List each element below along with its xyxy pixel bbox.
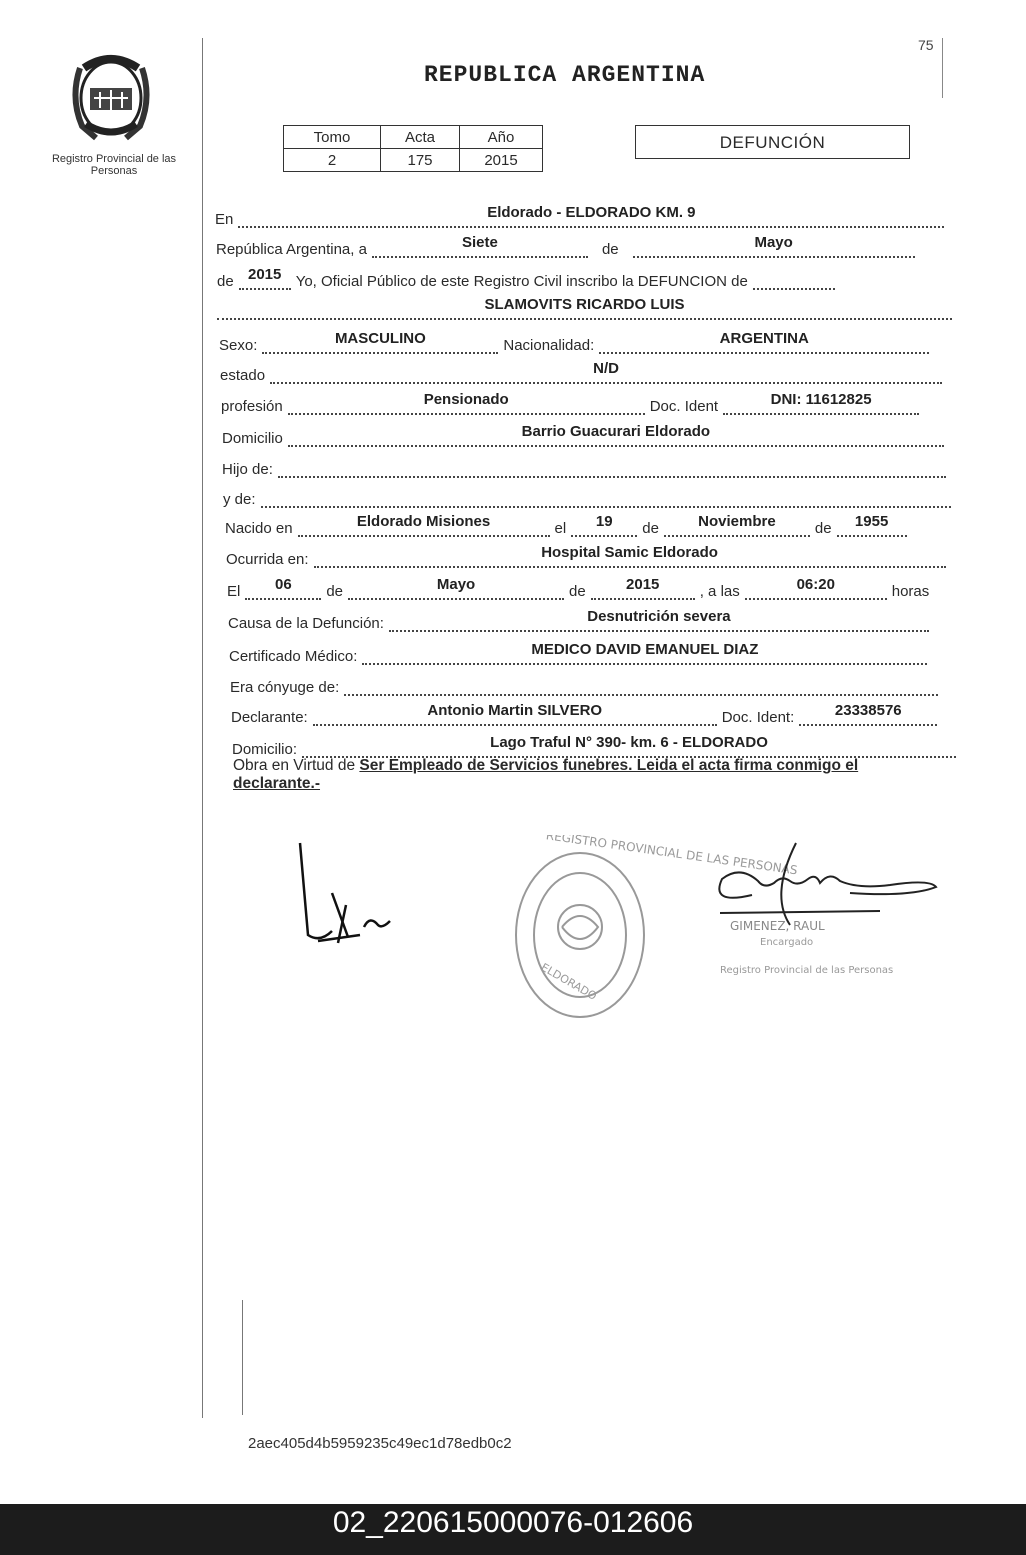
document-hash: 2aec405d4b5959235c49ec1d78edb0c2 (248, 1435, 512, 1452)
value-mes: Mayo (754, 234, 793, 251)
official-line1: Encargado (760, 937, 814, 948)
field-conyuge (344, 674, 938, 696)
label-yo: Yo, Oficial Público de este Registro Civil inscribo la DEFUNCION de (295, 273, 748, 290)
value-declarante: Antonio Martin SILVERO (427, 702, 603, 719)
barcode-id: 02_220615000076-012606 (332, 1506, 694, 1539)
value-declarante-doc: 23338576 (834, 702, 902, 719)
field-hijo-de (278, 456, 946, 478)
field-profesion (288, 393, 645, 415)
value-profesion: Pensionado (423, 391, 509, 408)
acta-table (283, 125, 543, 172)
field-nacionalidad (599, 332, 929, 354)
value-nac-mes: Noviembre (698, 513, 776, 530)
line-y-de (223, 486, 951, 508)
label-hijo-de: Hijo de: (222, 461, 273, 478)
field-nacido-en (298, 515, 550, 537)
label-causa: Causa de la Defunción: (228, 615, 384, 632)
value-estado: N/D (593, 360, 619, 377)
field-y-de (261, 486, 951, 508)
provincial-seal-icon (66, 48, 156, 144)
value-certificado: MEDICO DAVID EMANUEL DIAZ (531, 641, 759, 658)
value-declarante-domicilio: Lago Traful N° 390- km. 6 - ELDORADO (490, 734, 768, 751)
value-nacido-en: Eldorado Misiones (356, 513, 491, 530)
value-anio: 2015 (248, 266, 282, 283)
value-obra-2: declarante.- (233, 775, 321, 792)
field-mes (633, 236, 915, 258)
tomo-header: Tomo (284, 126, 381, 149)
label-de-5: de (326, 583, 344, 600)
signature-area (290, 835, 970, 1035)
value-dni: DNI: 11612825 (770, 391, 872, 408)
acta-header: Acta (381, 126, 460, 149)
line-hijo-de (222, 456, 946, 478)
field-nac-dia (571, 515, 637, 537)
label-de-2: de (217, 273, 234, 290)
field-nombre (217, 298, 952, 320)
value-def-mes: Mayo (436, 576, 476, 593)
official-name: GIMENEZ, RAUL (730, 919, 825, 933)
label-nacido-en: Nacido en (225, 520, 293, 537)
field-sexo (262, 332, 498, 354)
line-causa (228, 610, 929, 632)
label-domicilio: Domicilio (222, 430, 283, 447)
field-nac-mes (664, 515, 810, 537)
label-y-de: y de: (223, 491, 256, 508)
field-lugar (238, 206, 944, 228)
field-nac-anio (837, 515, 907, 537)
official-line2: Registro Provincial de las Personas (720, 965, 894, 976)
value-nac-anio: 1955 (854, 513, 889, 530)
label-El: El (227, 583, 241, 600)
anio-value: 2015 (460, 149, 543, 172)
left-margin-line-lower (242, 1300, 243, 1415)
right-margin-line (942, 38, 943, 98)
field-def-dia (245, 578, 321, 600)
label-horas: horas (891, 583, 930, 600)
line-nombre (217, 298, 952, 320)
field-anio (239, 268, 291, 290)
field-def-mes (348, 578, 564, 600)
page-number: 75 (918, 37, 934, 53)
line-ocurrida (226, 546, 946, 568)
field-causa (389, 610, 929, 632)
line-en (215, 206, 944, 228)
obra-paragraph (233, 757, 973, 793)
line-republica (216, 236, 915, 258)
field-declarante (313, 704, 717, 726)
line-nacido (225, 515, 907, 537)
field-dni (723, 393, 919, 415)
value-obra: Ser Empleado de Servicios funebres. Leida el acta firma conmigo el (359, 757, 859, 774)
label-de-3: de (642, 520, 659, 537)
value-causa: Desnutrición severa (587, 608, 731, 625)
field-certificado (362, 643, 927, 665)
acta-value: 175 (381, 149, 460, 172)
value-dia: Siete (462, 234, 498, 251)
label-a-las: , a las (699, 583, 740, 600)
field-blank-yo (753, 268, 835, 290)
line-domicilio (222, 425, 944, 447)
line-certificado (229, 643, 927, 665)
line-declarante (231, 704, 937, 726)
label-domicilio-2: Domicilio: (232, 741, 298, 758)
label-de-6: de (569, 583, 586, 600)
line-conyuge (230, 674, 938, 696)
value-sexo: MASCULINO (334, 330, 426, 347)
label-estado: estado (220, 367, 266, 384)
label-nacionalidad: Nacionalidad: (503, 337, 595, 354)
label-sexo: Sexo: (219, 337, 258, 354)
stamp-text: REGISTRO PROVINCIAL DE LAS PERSONAS (545, 835, 799, 878)
field-declarante-doc (799, 704, 937, 726)
value-def-dia: 06 (275, 576, 292, 593)
line-domicilio-declarante (232, 736, 956, 758)
label-profesion: profesión (221, 398, 283, 415)
label-en: En (215, 211, 234, 228)
registry-label: Registro Provincial de las Personas (51, 153, 177, 177)
field-def-hora (745, 578, 887, 600)
official-signature (719, 843, 936, 925)
label-certificado: Certificado Médico: (229, 648, 358, 665)
value-lugar: Eldorado - ELDORADO KM. 9 (487, 204, 696, 221)
value-ocurrida-en: Hospital Samic Eldorado (541, 544, 718, 561)
declarant-signature (300, 843, 390, 943)
value-nombre: SLAMOVITS RICARDO LUIS (484, 296, 685, 313)
label-declarante: Declarante: (231, 709, 308, 726)
line-estado (220, 362, 942, 384)
field-def-anio (591, 578, 695, 600)
field-dia (372, 236, 588, 258)
field-domicilio (288, 425, 944, 447)
page-title: REPUBLICA ARGENTINA (424, 62, 706, 88)
value-nacionalidad: ARGENTINA (719, 330, 809, 347)
stamp-city: ELDORADO (538, 960, 599, 1003)
label-republica: República Argentina, a (216, 241, 367, 258)
label-de-1: de (601, 241, 619, 258)
label-el: el (554, 520, 567, 537)
value-def-hora: 06:20 (796, 576, 835, 593)
label-ocurrida-en: Ocurrida en: (226, 551, 309, 568)
label-obra: Obra en Virtud de (233, 757, 356, 774)
document-type-box: DEFUNCIÓN (635, 125, 910, 159)
line-fecha-defuncion (227, 578, 934, 600)
label-conyuge: Era cónyuge de: (230, 679, 340, 696)
line-sexo (219, 332, 929, 354)
left-margin-line (202, 38, 203, 1418)
field-declarante-domicilio (302, 736, 956, 758)
label-doc-ident-2: Doc. Ident: (721, 709, 795, 726)
value-def-anio: 2015 (626, 576, 660, 593)
value-nac-dia: 19 (595, 513, 613, 530)
label-doc-ident: Doc. Ident (649, 398, 719, 415)
field-ocurrida-en (314, 546, 946, 568)
line-yo (217, 268, 835, 290)
line-profesion (221, 393, 919, 415)
value-domicilio: Barrio Guacurari Eldorado (521, 423, 711, 440)
anio-header: Año (460, 126, 543, 149)
tomo-value: 2 (284, 149, 381, 172)
label-de-4: de (814, 520, 832, 537)
field-estado (270, 362, 942, 384)
